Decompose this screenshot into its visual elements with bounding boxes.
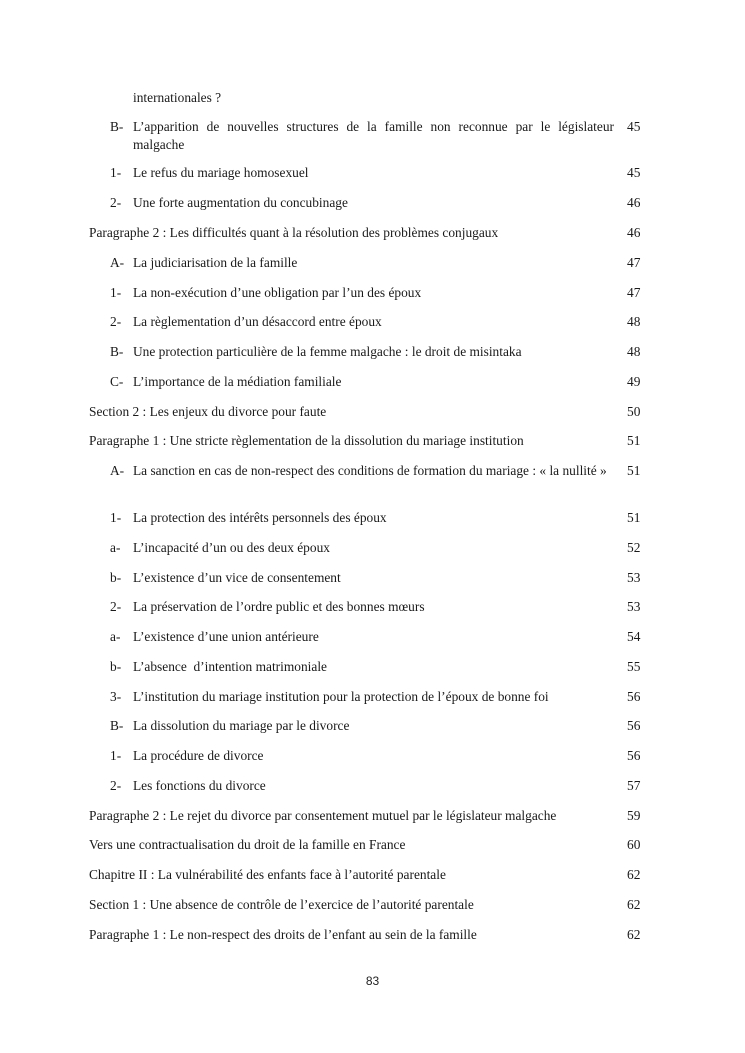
toc-entry-title: La non-exécution d’une obligation par l’un des époux — [133, 285, 422, 300]
toc-entry-page: 51 — [627, 463, 641, 478]
toc-entry-page: 57 — [627, 778, 641, 793]
toc-entry-number: 1- — [110, 748, 122, 763]
toc-entry-number: 2- — [110, 778, 122, 793]
toc-entry-title: Vers une contractualisation du droit de la famille en France — [89, 837, 406, 852]
toc-entry-page: 59 — [627, 808, 641, 823]
toc-entry-page: 53 — [627, 570, 641, 585]
page-number: 83 — [365, 974, 380, 988]
toc-entry-title: L’absence d’intention matrimoniale — [133, 659, 327, 674]
toc-entry-number: B- — [110, 718, 124, 733]
toc-entry-title: Paragraphe 1 : Une stricte règlementation de la dissolution du mariage institution — [89, 433, 524, 448]
toc-entry-number: 2- — [110, 195, 122, 210]
toc-entry-title: La procédure de divorce — [133, 748, 264, 763]
toc-entry-number: 3- — [110, 689, 122, 704]
toc-entry-page: 47 — [627, 255, 641, 270]
toc-entry-number: 2- — [110, 314, 122, 329]
toc-entry-title: La règlementation d’un désaccord entre époux — [133, 314, 382, 329]
toc-entry-page: 45 — [627, 119, 641, 134]
toc-entry-page: 50 — [627, 404, 641, 419]
toc-entry-title: Paragraphe 2 : Le rejet du divorce par consentement mutuel par le législateur malgache — [89, 808, 557, 823]
toc-entry-page: 56 — [627, 718, 641, 733]
toc-entry-page: 52 — [627, 540, 641, 555]
toc-entry-number: 1- — [110, 165, 122, 180]
toc-entry-title: Paragraphe 1 : Le non-respect des droits de l’enfant au sein de la famille — [89, 927, 477, 942]
toc-entry-page: 48 — [627, 314, 641, 329]
toc-entry-page: 53 — [627, 599, 641, 614]
toc-entry-number: 1- — [110, 285, 122, 300]
toc-entry-page: 56 — [627, 689, 641, 704]
toc-entry-title: Section 2 : Les enjeux du divorce pour faute — [89, 404, 327, 419]
toc-entry-page: 45 — [627, 165, 641, 180]
toc-entry-number: B- — [110, 344, 124, 359]
toc-entry-page: 55 — [627, 659, 641, 674]
toc-entry-title: L’importance de la médiation familiale — [133, 374, 342, 389]
toc-entry-page: 62 — [627, 927, 641, 942]
toc-entry-page: 46 — [627, 225, 641, 240]
toc-entry-title: La protection des intérêts personnels des époux — [133, 510, 387, 525]
toc-entry-page: 54 — [627, 629, 641, 644]
toc-entry-page: 56 — [627, 748, 641, 763]
toc-entry-number: A- — [110, 463, 125, 478]
toc-entry-number: a- — [110, 629, 121, 644]
toc-entry-title: L’apparition de nouvelles structures de la famille non reconnue par le législateur malgache — [133, 119, 614, 152]
toc-entry-page: 51 — [627, 510, 641, 525]
toc-entry-page: 62 — [627, 897, 641, 912]
toc-entry-number: b- — [110, 570, 122, 585]
toc-entry-number: A- — [110, 255, 125, 270]
toc-entry-title: Une protection particulière de la femme malgache : le droit de misintaka — [133, 344, 522, 359]
toc-entry-number: B- — [110, 119, 124, 134]
toc-entry-title: Paragraphe 2 : Les difficultés quant à la résolution des problèmes conjugaux — [89, 225, 499, 240]
toc-entry-page: 47 — [627, 285, 641, 300]
toc-entry-page: 48 — [627, 344, 641, 359]
toc-entry-number: b- — [110, 659, 122, 674]
toc-entry-title: La dissolution du mariage par le divorce — [133, 718, 350, 733]
toc-entry-number: C- — [110, 374, 124, 389]
toc-entry-page: 49 — [627, 374, 641, 389]
toc-entry-title: L’existence d’une union antérieure — [133, 629, 319, 644]
toc-entry-title: internationales ? — [133, 90, 222, 105]
toc-entry-title: Chapitre II : La vulnérabilité des enfants face à l’autorité parentale — [89, 867, 446, 882]
toc-entry-page: 62 — [627, 867, 641, 882]
toc-entry-number: 2- — [110, 599, 122, 614]
toc-entry-title: L’institution du mariage institution pour la protection de l’époux de bonne foi — [133, 689, 549, 704]
toc-entry-title: La judiciarisation de la famille — [133, 255, 298, 270]
toc-entry-title: L’existence d’un vice de consentement — [133, 570, 341, 585]
toc-entry-title: La préservation de l’ordre public et des bonnes mœurs — [133, 599, 425, 614]
toc-entry-title: Les fonctions du divorce — [133, 778, 266, 793]
toc-entry-title: Une forte augmentation du concubinage — [133, 195, 348, 210]
toc-entry-title: La sanction en cas de non-respect des conditions de formation du mariage : « la nullité » — [133, 463, 607, 478]
toc-entry-number: a- — [110, 540, 121, 555]
toc-entry-title: Section 1 : Une absence de contrôle de l’exercice de l’autorité parentale — [89, 897, 474, 912]
toc-entry-title: L’incapacité d’un ou des deux époux — [133, 540, 330, 555]
toc-entry-title: Le refus du mariage homosexuel — [133, 165, 309, 180]
toc-entry-page: 60 — [627, 837, 641, 852]
toc-entry-page: 46 — [627, 195, 641, 210]
toc-entry-page: 51 — [627, 433, 641, 448]
toc-entry-number: 1- — [110, 510, 122, 525]
